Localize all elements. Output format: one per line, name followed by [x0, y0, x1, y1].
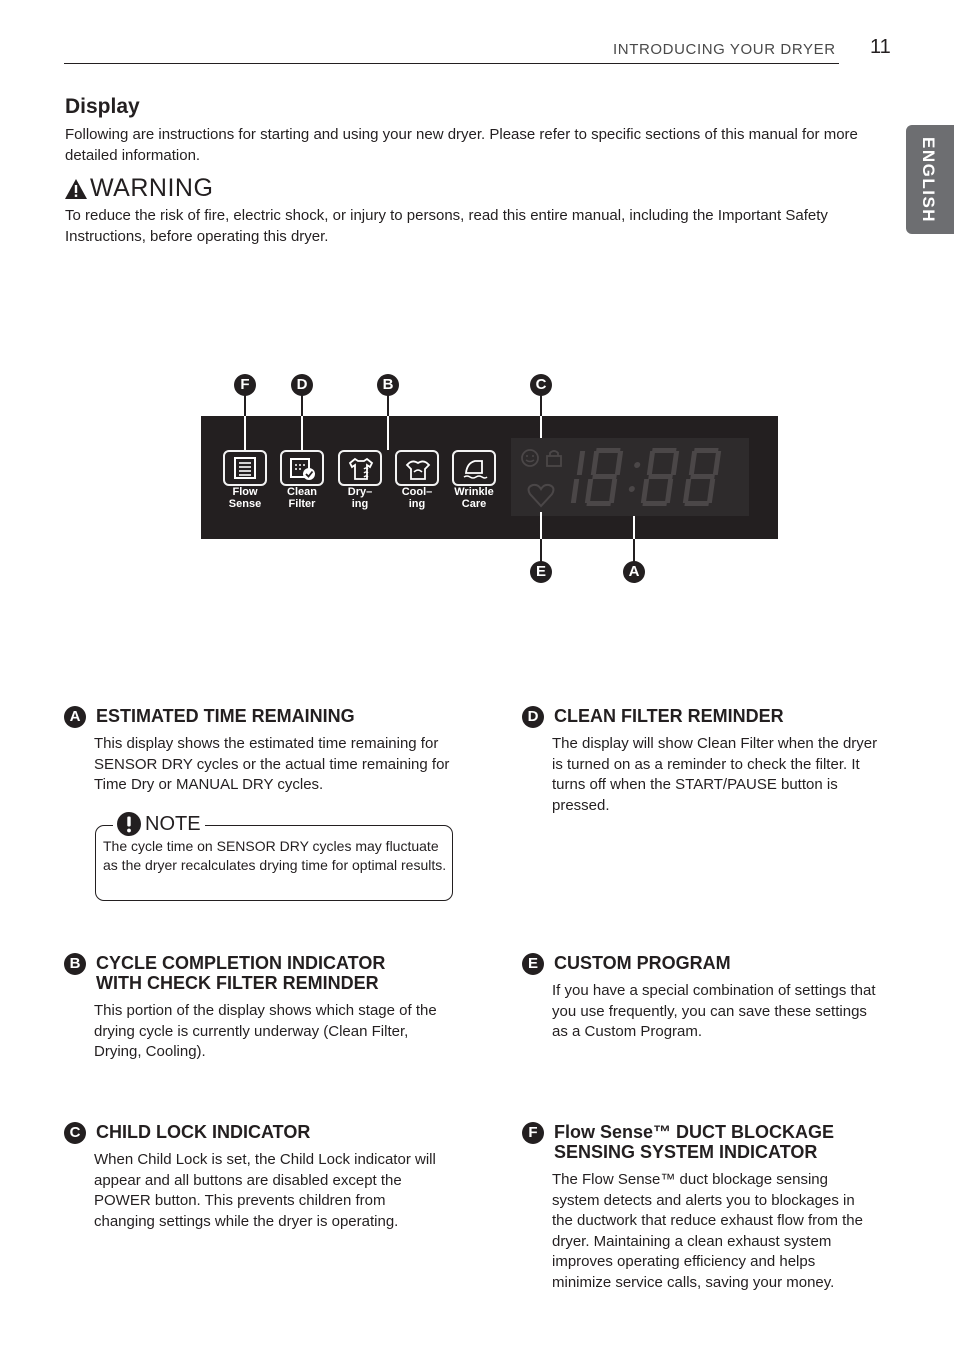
item-f-text: The Flow Sense™ duct blockage sensing system detects and alerts you to blockages in the ductwork that reduce exhaust flow from the dryer. Maintaining a clean exhaust system improves operating efficiency and helps minimize service calls, saving your money. — [552, 1171, 863, 1291]
item-a-marker: A — [64, 706, 86, 728]
note-text: The cycle time on SENSOR DRY cycles may fluctuate as the dryer recalculates drying time for optimal results. — [103, 838, 447, 873]
intro-paragraph: Following are instructions for starting and using your new dryer. Please refer to specific sections of this manual for more detailed information. — [65, 126, 858, 164]
flow-sense-indicator — [223, 450, 267, 486]
item-a-text: This display shows the estimated time remaining for SENSOR DRY cycles or the actual time remaining for Time Dry or MANUAL DRY cycles. — [94, 735, 450, 793]
item-a-heading — [64, 706, 355, 728]
callout-marker-b: B — [377, 374, 399, 396]
item-b-marker: B — [64, 953, 86, 975]
item-f-title: Flow Sense™ DUCT BLOCKAGE SENSING SYSTEM INDICATOR — [554, 1122, 835, 1162]
item-d-marker: D — [522, 706, 544, 728]
drying-indicator — [338, 450, 382, 486]
item-b-text: This portion of the display shows which stage of the drying cycle is currently underway (Clean Filter, Drying, Cooling). — [94, 1002, 437, 1060]
clean-filter-icon — [289, 457, 317, 481]
callout-marker-a: A — [623, 561, 645, 583]
item-a-title: ESTIMATED TIME REMAINING — [96, 706, 355, 726]
wrinkle-care-label: Wrinkle Care — [454, 486, 494, 510]
cooling-indicator — [395, 450, 439, 486]
panel-line-f — [244, 416, 246, 450]
iron-icon — [461, 457, 489, 481]
item-c-heading — [64, 1122, 310, 1144]
shirt-icon — [347, 457, 375, 481]
panel-line-b — [387, 416, 389, 450]
item-e-heading — [522, 953, 731, 975]
flow-sense-label: Flow Sense — [228, 486, 262, 510]
item-e-title: CUSTOM PROGRAM — [554, 953, 731, 973]
item-d-title: CLEAN FILTER REMINDER — [554, 706, 784, 726]
warning-label: WARNING — [90, 174, 214, 202]
item-c-text: When Child Lock is set, the Child Lock indicator will appear and all buttons are disabled except the POWER button. This prevents children from changing settings while the dryer is operating. — [94, 1151, 436, 1230]
note-heading — [113, 812, 205, 836]
callout-marker-f: F — [234, 374, 256, 396]
panel-line-d — [301, 416, 303, 450]
warning-heading — [64, 174, 213, 203]
running-header: INTRODUCING YOUR DRYER — [613, 41, 836, 58]
child-lock-icon — [521, 448, 565, 468]
section-title: Display — [65, 95, 140, 118]
item-d-text: The display will show Clean Filter when the dryer is turned on as a reminder to check the filter. It turns off when the START/PAUSE button is pressed. — [552, 735, 878, 814]
clean-filter-label: Clean Filter — [287, 486, 317, 510]
callout-marker-c: C — [530, 374, 552, 396]
cooling-label: Cool– ing — [401, 486, 433, 510]
warning-triangle-icon — [64, 178, 88, 200]
panel-line-e — [540, 512, 542, 539]
item-b-heading — [64, 953, 385, 993]
page-number: 11 — [870, 36, 891, 58]
flow-sense-icon — [232, 457, 258, 479]
language-tab-label: ENGLISH — [919, 137, 938, 224]
panel-line-a — [633, 516, 635, 539]
item-b-title: CYCLE COMPLETION INDICATOR WITH CHECK FILTER REMINDER — [96, 953, 386, 993]
callout-marker-e: E — [530, 561, 552, 583]
header-rule — [64, 63, 839, 64]
seven-segment-digits — [567, 445, 745, 509]
note-label: NOTE — [145, 812, 201, 835]
wrinkle-care-indicator — [452, 450, 496, 486]
clean-filter-indicator — [280, 450, 324, 486]
exclamation-icon — [117, 812, 141, 836]
item-e-text: If you have a special combination of settings that you use frequently, you can save these settings as a Custom Program. — [552, 982, 876, 1040]
dryer-control-panel — [201, 416, 778, 539]
drying-label: Dry– ing — [347, 486, 373, 510]
language-tab — [906, 125, 954, 234]
cooling-shirt-icon — [404, 457, 432, 481]
item-f-marker: F — [522, 1122, 544, 1144]
warning-text: To reduce the risk of fire, electric shock, or injury to persons, read this entire manual, including the Important Safety Instructions, before operating this dryer. — [65, 207, 828, 245]
item-f-heading — [522, 1122, 834, 1162]
item-c-marker: C — [64, 1122, 86, 1144]
item-d-heading — [522, 706, 784, 728]
callout-line-e — [540, 539, 542, 562]
custom-program-heart-icon — [527, 482, 555, 508]
item-c-title: CHILD LOCK INDICATOR — [96, 1122, 311, 1142]
callout-marker-d: D — [291, 374, 313, 396]
callout-line-a — [633, 539, 635, 562]
time-display — [511, 438, 749, 516]
item-e-marker: E — [522, 953, 544, 975]
